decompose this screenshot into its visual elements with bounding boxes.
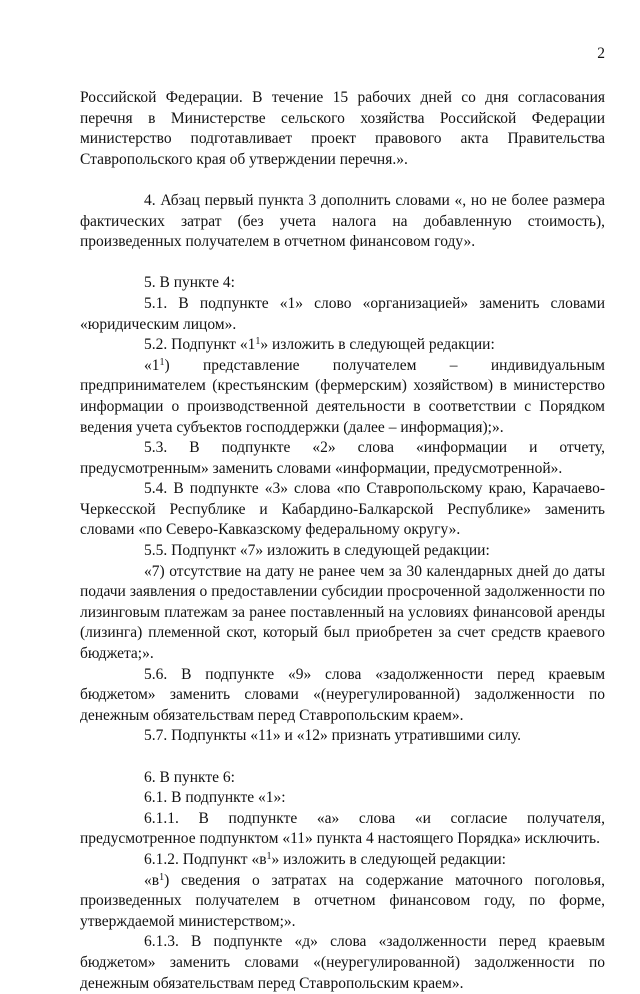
- text-run: 6.1.2. Подпункт «в: [144, 850, 267, 868]
- text-run: «7) отсутствие на дату не ранее чем за 30 календарных дней до даты подачи заявления о предоставлении субсидии просроченной задолженности по лизинговым платежам за ранее поставленный на условиях финансовой аренды (лизинга) племенной скот, который был приобретен за счет средств краевого бюджета;».: [80, 562, 605, 663]
- paragraph-p5: [80, 335, 605, 356]
- text-run: » изложить в следующей редакции:: [260, 336, 495, 354]
- paragraph-p1: [80, 88, 605, 170]
- paragraph-p11: [80, 665, 605, 727]
- paragraph-p18: [80, 932, 605, 994]
- text-run: ) представление получателем – индивидуальным предпринимателем (крестьянским (фермерским) хозяйством) в министерство информации о производственной деятельности в соответствии с Порядком ведения учета субъектов господдержки (далее – информация);».: [80, 356, 605, 436]
- paragraph-p17: [80, 871, 605, 933]
- text-run: 6. В пункте 6:: [144, 768, 235, 786]
- paragraph-p3: [80, 273, 605, 294]
- paragraph-p12: [80, 726, 605, 747]
- text-run: ) сведения о затратах на содержание маточного поголовья, произведенных получателем в отчетном финансовом году, по форме, утверждаемой министерством;».: [80, 871, 605, 930]
- paragraph-p9: [80, 541, 605, 562]
- paragraph-p10: [80, 562, 605, 665]
- text-run: 5.6. В подпункте «9» слова «задолженности перед краевым бюджетом» заменить словами «(неурегулированной) задолженности по денежным обязательствам перед Ставропольским краем».: [80, 665, 605, 724]
- text-run: Российской Федерации. В течение 15 рабочих дней со дня согласования перечня в Министерстве сельского хозяйства Российской Федерации министерство подготавливает проект правового акта Правительства Ставропольского края об утверждении перечня.».: [80, 89, 605, 168]
- superscript: 1: [266, 850, 272, 862]
- text-run: 5.5. Подпункт «7» изложить в следующей редакции:: [144, 542, 490, 560]
- text-run: 5.7. Подпункты «11» и «12» признать утратившими силу.: [144, 727, 522, 745]
- paragraph-p16: [80, 850, 605, 871]
- text-run: 5.2. Подпункт «1: [144, 336, 256, 354]
- text-run: 5.4. В подпункте «3» слова «по Ставропольскому краю, Карачаево-Черкесской Республике и Кабардино-Балкарской Республике» заменить словами «по Северо-Кавказскому федеральному округу».: [80, 480, 605, 539]
- paragraph-p7: [80, 438, 605, 479]
- superscript: 1: [159, 871, 165, 883]
- paragraph-p6: [80, 356, 605, 438]
- paragraph-p4: [80, 294, 605, 335]
- text-run: 6.1. В подпункте «1»:: [144, 789, 286, 807]
- text-run: «в: [144, 871, 160, 889]
- text-run: 6.1.1. В подпункте «а» слова «и согласие получателя, предусмотренное подпунктом «11» пункта 4 настоящего Порядка» исключить.: [80, 809, 605, 848]
- text-run: 5.3. В подпункте «2» слова «информации и отчету, предусмотренным» заменить словами «информации, предусмотренной».: [80, 439, 605, 477]
- text-run: » изложить в следующей редакции:: [271, 850, 506, 868]
- superscript: 1: [159, 356, 165, 368]
- text-run: 4. Абзац первый пункта 3 дополнить словами «, но не более размера фактических затрат (без учета налога на добавленную стоимость), произведенных получателем в отчетном финансовом году».: [80, 191, 605, 251]
- paragraph-p2: [80, 191, 605, 253]
- document-body: [80, 88, 605, 994]
- paragraph-p13: [80, 768, 605, 789]
- paragraph-p14: [80, 788, 605, 809]
- text-run: 5. В пункте 4:: [144, 274, 235, 292]
- paragraph-p15: [80, 809, 605, 850]
- text-run: 5.1. В подпункте «1» слово «организацией» заменить словами «юридическим лицом».: [80, 294, 605, 333]
- superscript: 1: [255, 336, 261, 348]
- paragraph-p8: [80, 479, 605, 541]
- text-run: 6.1.3. В подпункте «д» слова «задолженности перед краевым бюджетом» заменить словами «(неурегулированной) задолженности по денежным обязательствам перед Ставропольским краем».: [80, 933, 605, 992]
- page-number: 2: [597, 45, 605, 62]
- text-run: «1: [144, 356, 160, 374]
